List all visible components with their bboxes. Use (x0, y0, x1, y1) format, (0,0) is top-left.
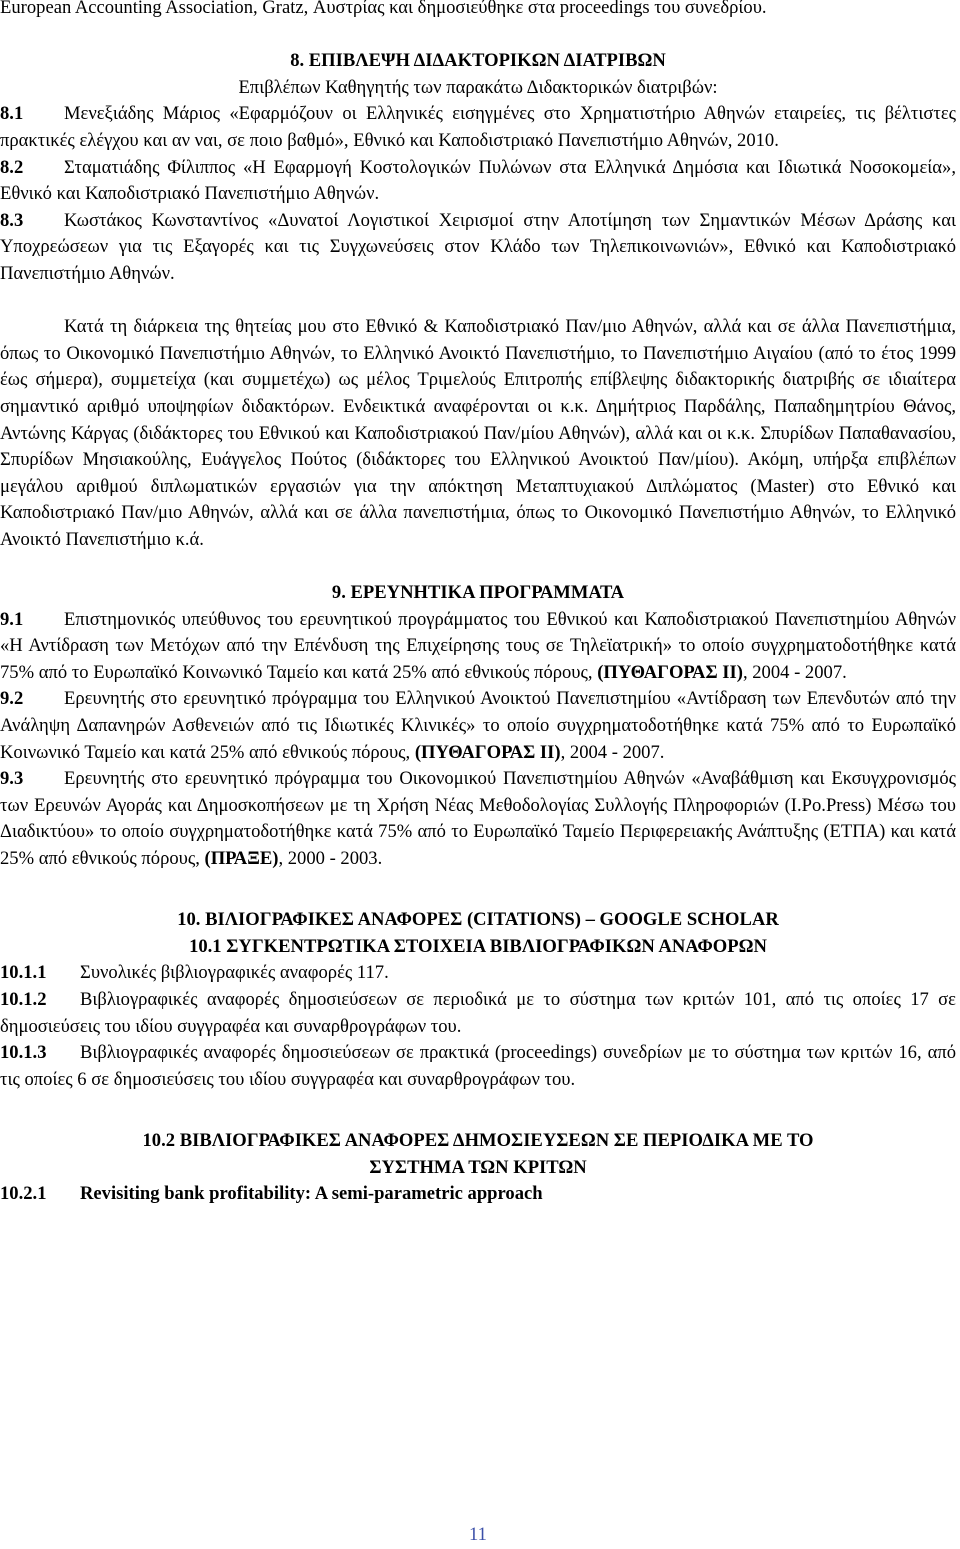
item-number: 10.2.1 (0, 1183, 47, 1205)
item-text: Βιβλιογραφικές αναφορές δημοσιεύσεων σε περιοδικά με το σύστημα των κριτών 101, από τις οποίες 17 σε δημοσιεύσεις του ιδίου συγγραφέα και συναρθρογράφων του. (0, 988, 956, 1037)
item-years: , 2004 - 2007. (742, 661, 847, 683)
list-item-10-1-2 (0, 987, 956, 1040)
item-text: Μενεξιάδης Μάριος «Εφαρμόζουν οι Ελληνικές εισηγμένες στο Χρηματιστήριο Αθηνών εταιρείες, τις βέλτιστες πρακτικές ελέγχου και αν ναι, σε ποιο βαθμό», Εθνικό και Καποδιστριακό Πανεπιστήμιο Αθηνών, 2010. (0, 103, 956, 151)
list-item-8-2 (0, 155, 956, 208)
section-8-subheading: Επιβλέπων Καθηγητής των παρακάτω Διδακτορικών διατριβών: (238, 76, 718, 98)
item-number: 10.1.1 (0, 962, 47, 984)
item-text: Ερευνητής στο ερευνητικό πρόγραμμα του Οικονομικού Πανεπιστημίου Αθηνών «Αναβάθμιση και Εκσυγχρονισμός των Ερευνών Αγοράς και Δημοσκοπήσεων με τη Χρήση Νέας Μεθοδολογίας Συλλογής Πληροφοριών (I.Po.Press) Μέσω του Διαδικτύου» το οποίο συγχρηματοδοτήθηκε κατά 75% από το Ευρωπαϊκό Ταμείο Περιφερειακής Ανάπτυξης (ΕΤΠΑ) και κατά 25% από εθνικούς πόρους, (0, 768, 956, 869)
list-item-10-1-1 (0, 960, 956, 987)
spacer (0, 1120, 956, 1128)
spacer (0, 899, 956, 907)
item-number: 8.3 (0, 209, 24, 231)
spacer (0, 553, 956, 580)
item-text: Επιστημονικός υπεύθυνος του ερευνητικού προγράμματος του Εθνικού και Καποδιστριακού Πανεπιστημίου Αθηνών «Η Αντίδραση των Μετόχων από την Επένδυση της Επιχείρησης τους σε Τηλεϊατρική» το οποίο συγχρηματοδοτήθηκε κατά 75% από το Ευρωπαϊκό Κοινωνικό Ταμείο και κατά 25% από εθνικούς πόρους, (0, 608, 956, 683)
program-name: (ΠΡΑΞΕ) (204, 848, 279, 869)
list-item-10-1-3 (0, 1040, 956, 1093)
spacer (0, 873, 956, 900)
section-10-2-heading-line1: 10.2 ΒΙΒΛΙΟΓΡΑΦΙΚΕΣ ΑΝΑΦΟΡΕΣ ΔΗΜΟΣΙΕΥΣΕΩΝ ΣΕ ΠΕΡΙΟΔΙΚΑ ΜΕ ΤΟ (142, 1129, 814, 1151)
item-number: 8.1 (0, 103, 24, 125)
item-text: Κωστάκος Κωνσταντίνος «Δυνατοί Λογιστικοί Χειρισμοί στην Αποτίμηση των Σημαντικών Μέσων Δράσης και Υποχρεώσεων για τις Εξαγορές και τις Συγχωνεύσεις στον Κλάδο των Τηλεπικοινωνιών», Εθνικό και Καποδιστριακό Πανεπιστήμιο Αθηνών. (0, 209, 956, 284)
list-item-9-2 (0, 686, 956, 766)
item-text: Συνολικές βιβλιογραφικές αναφορές 117. (80, 962, 389, 984)
section-10-1-heading: 10.1 ΣΥΓΚΕΝΤΡΩΤΙΚΑ ΣΤΟΙΧΕΙΑ ΒΙΒΛΙΟΓΡΑΦΙΚΩΝ ΑΝΑΦΟΡΩΝ (189, 935, 767, 957)
spacer (0, 1093, 956, 1120)
item-number: 9.1 (0, 608, 24, 630)
section-9-heading: 9. ΕΡΕΥΝΗΤΙΚΑ ΠΡΟΓΡΑΜΜΑΤΑ (331, 582, 625, 604)
item-number: 9.2 (0, 688, 24, 710)
section-10-2-heading-line2: ΣΥΣΤΗΜΑ ΤΩΝ ΚΡΙΤΩΝ (369, 1156, 587, 1178)
item-text: Βιβλιογραφικές αναφορές δημοσιεύσεων σε πρακτικά (proceedings) συνεδρίων με το σύστημα των κριτών 16, από τις οποίες 6 σε δημοσιεύσεις του ιδίου συγγραφέα και συναρθρογράφων του. (0, 1042, 956, 1090)
page-number: 11 (469, 1524, 487, 1545)
item-years: , 2004 - 2007. (560, 741, 665, 763)
section-8-heading: 8. ΕΠΙΒΛΕΨΗ ΔΙΔΑΚΤΟΡΙΚΩΝ ΔΙΑΤΡΙΒΩΝ (290, 50, 666, 72)
spacer (0, 22, 956, 49)
intro-paragraph: European Accounting Association, Gratz, Αυστρίας και δημοσιεύθηκε στα proceedings του συνεδρίου. (0, 0, 767, 18)
item-text: Revisiting bank profitability: A semi-parametric approach (80, 1183, 543, 1205)
item-number: 8.2 (0, 156, 24, 178)
program-name: (ΠΥΘΑΓΟΡΑΣ ΙΙ) (414, 741, 561, 763)
list-item-9-3 (0, 766, 956, 872)
supervision-paragraph: Κατά τη διάρκεια της θητείας μου στο Εθνικό & Καποδιστριακό Παν/μιο Αθηνών, αλλά και σε άλλα Πανεπιστήμια, όπως το Οικονομικό Πανεπιστήμιο Αθηνών, το Ελληνικό Ανοικτό Πανεπιστήμιο, το Πανεπιστήμιο Αιγαίου (από το έτος 1999 έως σήμερα), συμμετείχα (και συμμετέχω) ως μέλος Τριμελούς Επιτροπής επίβλεψης διδακτορικής διατριβής σε ιδιαίτερα σημαντικό αριθμό υποψηφίων διδακτόρων. Ενδεικτικά αναφέρονται οι κ.κ. Δημήτριος Παρδάλης, Παπαδημητρίου Θάνος, Αντώνης Κάργας (διδάκτορες του Εθνικού και Καποδιστριακού Παν/μίου Αθηνών), αλλά και οι κ.κ. Σπυρίδων Παπαθανασίου, Σπυρίδων Μησιακούλης, Ευάγγελος Πούτος (διδάκτορες του Ελληνικού Ανοικτού Παν/μίου). Ακόμη, υπήρξα επιβλέπων μεγάλου αριθμού διπλωματικών εργασιών για την απόκτηση Μεταπτυχιακού Διπλώματος (Master) στο Εθνικό και Καποδιστριακό Παν/μιο Αθηνών, αλλά και σε άλλα πανεπιστήμια, όπως το Οικονομικό Πανεπιστήμιο Αθηνών, το Ελληνικό Ανοικτό Πανεπιστήμιο κ.ά. (0, 316, 956, 550)
section-10-heading: 10. ΒΙΛΙΟΓΡΑΦΙΚΕΣ ΑΝΑΦΟΡΕΣ (CITATIONS) – GOOGLE SCHOLAR (177, 909, 779, 931)
list-item-8-3 (0, 208, 956, 288)
item-number: 9.3 (0, 768, 24, 790)
list-item-10-2-1 (0, 1181, 956, 1208)
item-text: Ερευνητής στο ερευνητικό πρόγραμμα του Ελληνικού Ανοικτού Πανεπιστημίου «Αντίδραση των Επενδυτών από την Ανάληψη Δαπανηρών Ασθενειών από τις Ιδιωτικές Κλινικές» το οποίο συγχρηματοδοτήθηκε κατά 75% από το Ευρωπαϊκό Κοινωνικό Ταμείο και κατά 25% από εθνικούς πόρους, (0, 688, 956, 763)
list-item-8-1 (0, 101, 956, 154)
list-item-9-1 (0, 607, 956, 687)
item-number: 10.1.3 (0, 1042, 47, 1064)
item-text: Σταματιάδης Φίλιππος «Η Εφαρμογή Κοστολογικών Πυλώνων στα Ελληνικά Δημόσια και Ιδιωτικά Νοσοκομεία», Εθνικό και Καποδιστριακό Πανεπιστήμιο Αθηνών. (0, 156, 956, 205)
program-name: (ΠΥΘΑΓΟΡΑΣ ΙΙ) (597, 661, 743, 683)
item-years: , 2000 - 2003. (278, 848, 383, 869)
item-number: 10.1.2 (0, 988, 47, 1010)
spacer (0, 288, 956, 315)
